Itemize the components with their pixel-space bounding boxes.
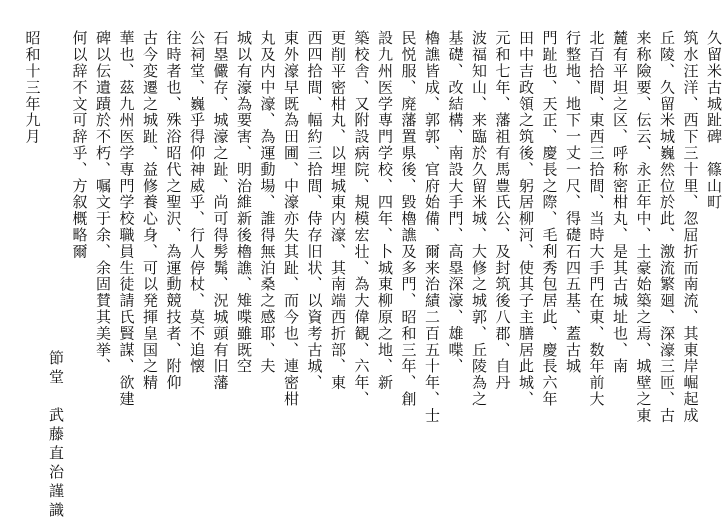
inscription-line: 碑以伝遺蹟於不朽、嘱文于余、余固賛其美挙、	[91, 30, 115, 485]
inscription-line: 門趾也、天正、慶長之際、毛利秀包居此、慶長六年	[537, 30, 561, 485]
inscription-line: 東外濠早既為田圃、中濠亦失其趾、而今也、連密柑	[279, 30, 303, 485]
inscription-line: 麓有平坦之区、呼称密柑丸、是其古城址也、南	[608, 30, 632, 485]
inscription-line: 波福知山、来臨於久留米城、大修之城郭、丘陵為之	[467, 30, 491, 485]
inscription-line: 北百拾間、東西三拾間、当時大手門在東、数年前大	[584, 30, 608, 485]
inscription-line: 田中吉政領之筑後、躬居柳河、使其子主膳居此城、	[514, 30, 538, 485]
inscription-line: 元和七年、藩祖有馬豊氏公、及封筑後八郡、自丹	[490, 30, 514, 485]
inscription-line: 西四拾間、幅約三拾間、侍存旧状、以資考古城、	[302, 30, 326, 485]
inscription-line: 城以有濠為要害、明治維新後櫓譙、雉喋雖既空	[232, 30, 256, 485]
inscription-line: 行整地、地下一丈一尺、得礎石四五基、蓋古城	[561, 30, 585, 485]
inscription-title: 久留米古城趾碑 篠山町	[702, 30, 725, 485]
inscription-line: 往時者也、殊浴昭代之聖沢、為運動競技者、附仰	[161, 30, 185, 485]
signature: 節堂 武藤直治謹識	[44, 30, 68, 485]
inscription-line: 公祠堂、巍乎得仰神威乎、行人停杖、莫不追懐	[185, 30, 209, 485]
inscription-line: 何以辞不文可辞乎、方叙概略爾	[67, 30, 91, 485]
inscription-line: 設九州医学専門学校、四年、卜城東柳原之地、新	[373, 30, 397, 485]
inscription-line: 民悦服、廃藩置県後、毀櫓譙及多門、昭和三年、創	[396, 30, 420, 485]
inscription-line: 櫓譙皆成、郭郭、官府始備、爾来治績二百五十年、士	[420, 30, 444, 485]
inscription-line: 丘陵、久留米城巍然位於此、激流繁廻、深濠三匝、古	[655, 30, 679, 485]
inscription-text	[30, 30, 725, 485]
inscription-line: 更削平密柑丸、以埋城東内濠、其南端西折部、東	[326, 30, 350, 485]
inscription-line: 筑水汪洋、西下三十里、忽屈折而南流、其東岸崛起成	[678, 30, 702, 485]
inscription-line: 石塁儼存、城濠之趾、尚可得髣髴、況城頭有旧藩	[208, 30, 232, 485]
inscription-line: 丸及内中濠、為運動場、誰得無泊桑之感耶、夫	[255, 30, 279, 485]
inscription-line: 築校舎、又附設病院、規模宏壮、為大偉観、六年、	[349, 30, 373, 485]
inscription-line: 基礎、改結構、南設大手門、高塁深濠、雄喋、	[443, 30, 467, 485]
inscription-line: 来称險要、伝云、永正年中、土豪始築之焉、城壁之東	[631, 30, 655, 485]
inscription-line: 古今変遷之城趾、益修養心身、可以発揮皇国之精	[138, 30, 162, 485]
date-line: 昭和十三年九月	[20, 30, 44, 485]
inscription-line: 華也、茲九州医学専門学校職員生徒請氏賢謀、欲建	[114, 30, 138, 485]
